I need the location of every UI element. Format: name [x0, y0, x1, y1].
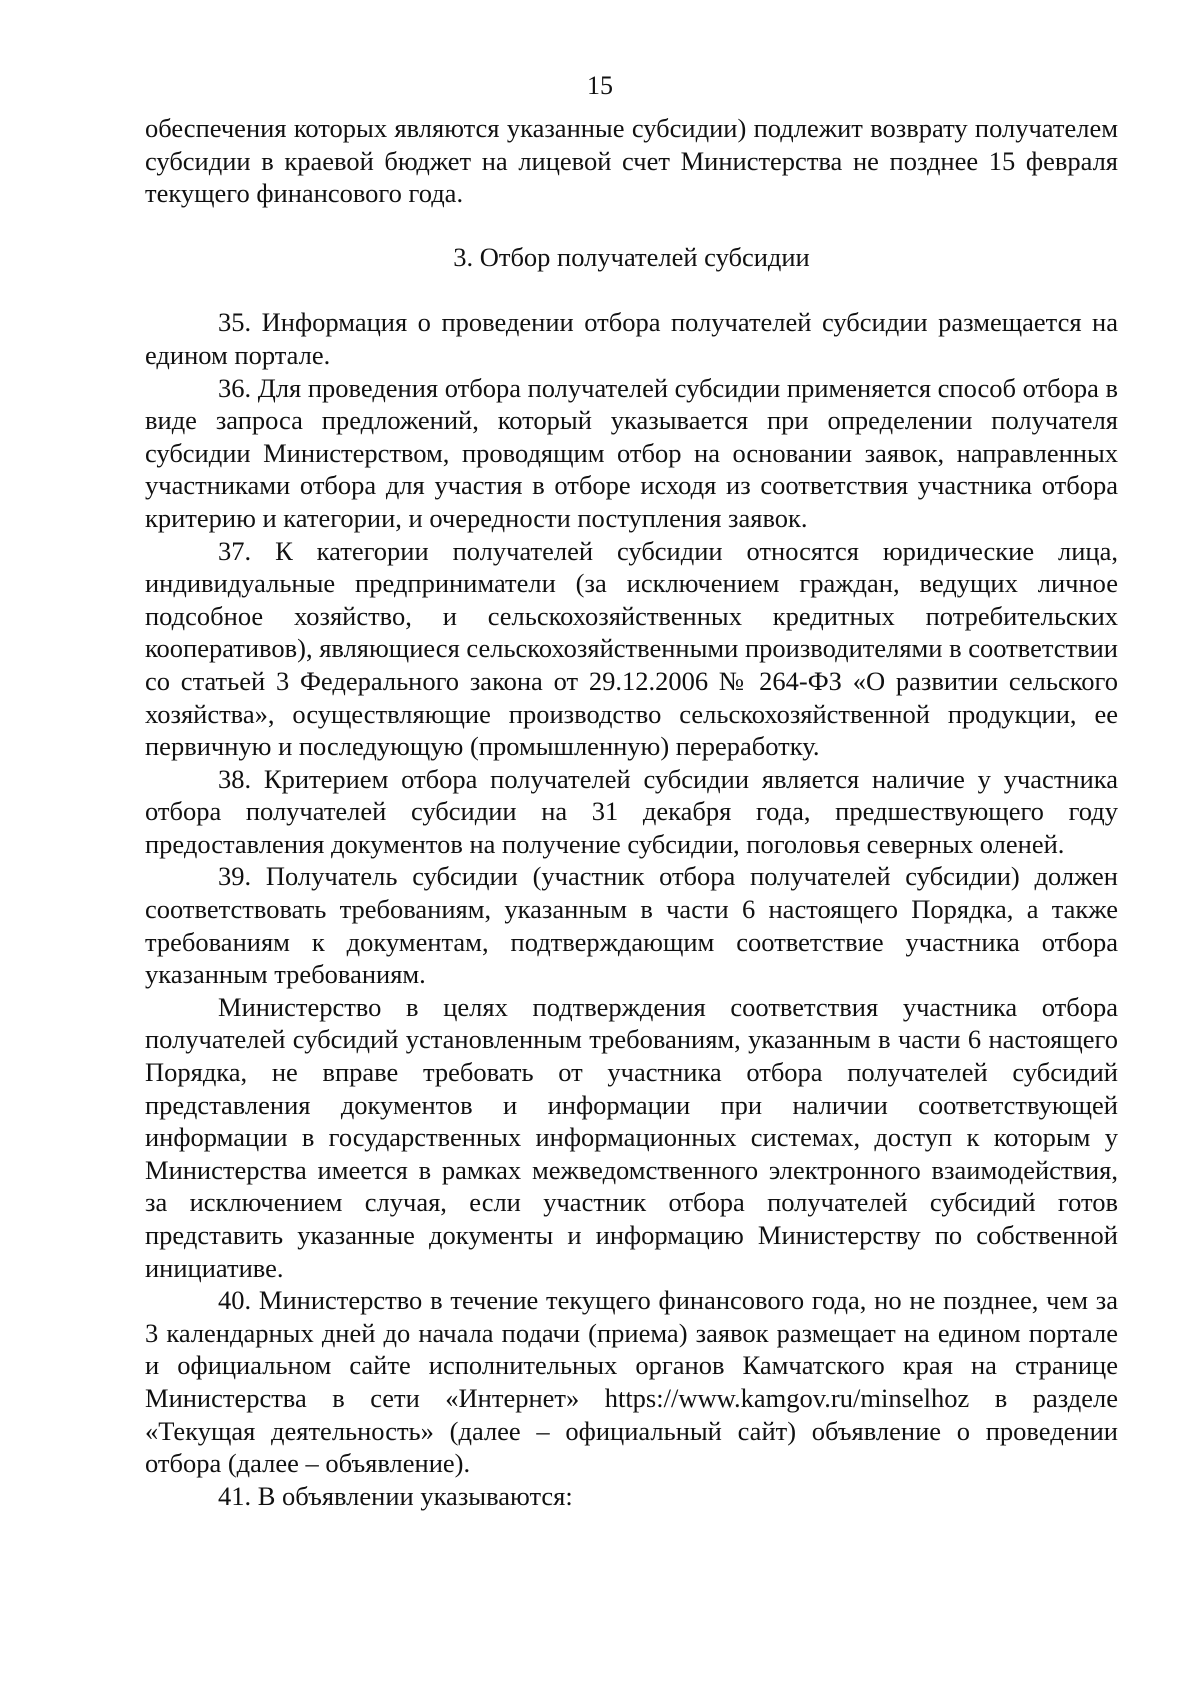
paragraph-38: 38. Критерием отбора получателей субсидии является наличие у участника отбора получателей субсидии на 31 декабря года, предшествующего году предоставления документов на получение субсидии, поголовья северных оленей. — [145, 763, 1118, 859]
intro-paragraph: обеспечения которых являются указанные субсидии) подлежит возврату получателем субсидии в краевой бюджет на лицевой счет Министерства не позднее 15 февраля текущего финансового года. — [145, 113, 1118, 209]
page-number: 15 — [587, 71, 613, 100]
paragraph-35: 35. Информация о проведении отбора получателей субсидии размещается на едином портале. — [145, 307, 1118, 370]
paragraph-36: 36. Для проведения отбора получателей субсидии применяется способ отбора в виде запроса предложений, который указывается при определении получателя субсидии Министерством, проводящим отбор на основании заявок, направленных участниками отбора для участия в отборе исходя из соответствия участника отбора критерию и категории, и очередности поступления заявок. — [145, 372, 1118, 533]
paragraph-40: 40. Министерство в течение текущего финансового года, но не позднее, чем за 3 календарных дней до начала подачи (приема) заявок размещает на едином портале и официальном сайте исполнительных органов Камчатского края на странице Министерства в сети «Интернет» https://www.kamgov.ru/minselhoz в разделе «Текущая деятельность» (далее – официальный сайт) объявление о проведении отбора (далее – объявление). — [145, 1285, 1118, 1479]
paragraph-39-continued: Министерство в целях подтверждения соответствия участника отбора получателей субсидий установленным требованиям, указанным в части 6 настоящего Порядка, не вправе требовать от участника отбора получателей субсидий представления документов и информации при наличии соответствующей информации в государственных информационных системах, доступ к которым у Министерства имеется в рамках межведомственного электронного взаимодействия, за исключением случая, если участник отбора получателей субсидий готов представить указанные документы и информацию Министерству по собственной инициативе. — [145, 991, 1118, 1283]
document-body — [145, 112, 1118, 1512]
paragraph-37: 37. К категории получателей субсидии относятся юридические лица, индивидуальные предприниматели (за исключением граждан, ведущих личное подсобное хозяйство, и сельскохозяйственных кредитных потребительских кооперативов), являющиеся сельскохозяйственными производителями в соответствии со статьей 3 Федерального закона от 29.12.2006 № 264-ФЗ «О развитии сельского хозяйства», осуществляющие производство сельскохозяйственной продукции, ее первичную и последующую (промышленную) переработку. — [145, 535, 1118, 762]
paragraph-41: 41. В объявлении указываются: — [218, 1480, 573, 1511]
paragraph-39: 39. Получатель субсидии (участник отбора получателей субсидии) должен соответствовать требованиям, указанным в части 6 настоящего Порядка, а также требованиям к документам, подтверждающим соответствие участника отбора указанным требованиям. — [145, 861, 1118, 990]
section-title: 3. Отбор получателей субсидии — [453, 241, 810, 272]
